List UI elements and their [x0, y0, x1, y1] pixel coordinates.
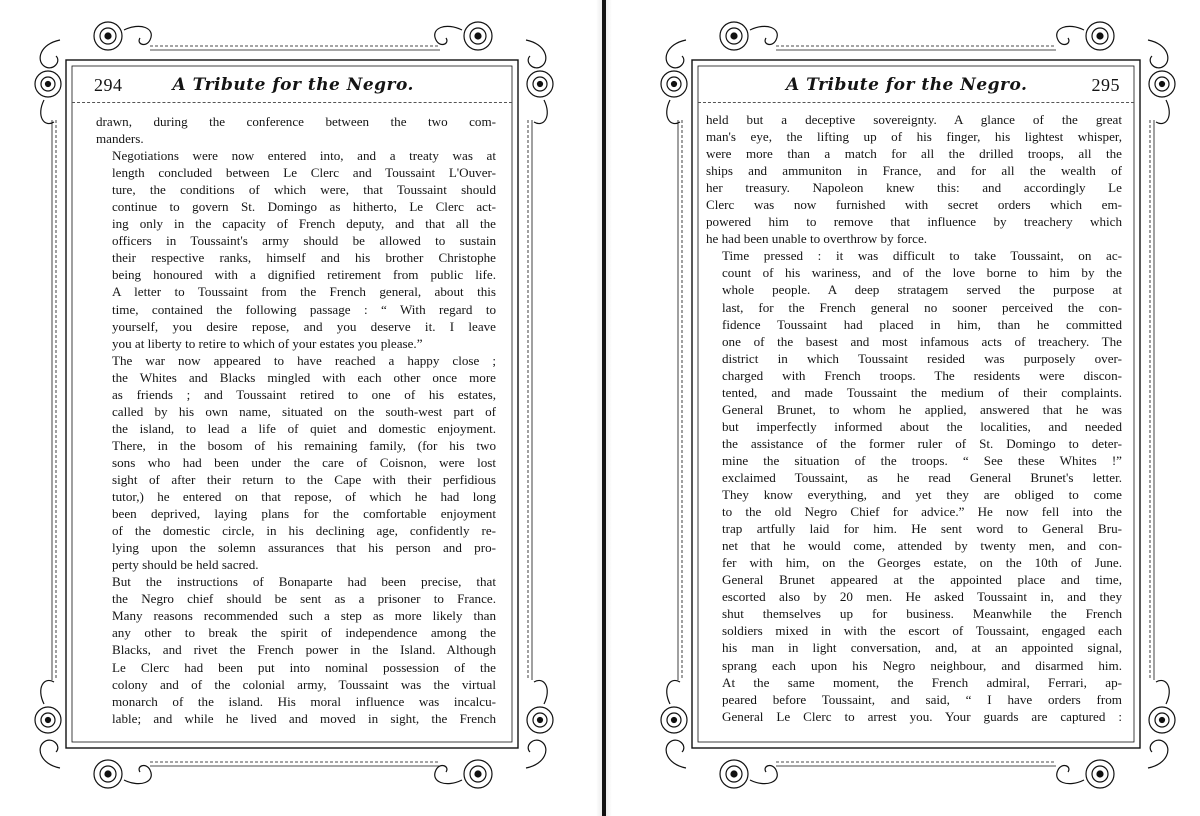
- text-line: the island, to lead a life of quiet and domestic enjoyment.: [112, 420, 496, 436]
- text-line: manders.: [96, 131, 144, 147]
- text-line: lying upon the solemn assurances that his person and pro-: [112, 540, 496, 556]
- text-line: last, for the French general no sooner perceived the con-: [722, 299, 1122, 315]
- text-line: But the instructions of Bonaparte had been precise, that: [112, 574, 496, 590]
- text-line: Blacks, and rivet the French power in the Island. Although: [112, 642, 496, 658]
- paragraph: [706, 111, 1122, 247]
- text-line: exclaimed Toussaint, as he read General Brunet's letter.: [722, 469, 1122, 485]
- text-line: shut themselves up for business. Meanwhile the French: [722, 606, 1122, 622]
- left-page-text: [96, 113, 496, 727]
- page-number: 295: [1091, 74, 1120, 95]
- text-line: perty should be held sacred.: [112, 557, 259, 573]
- right-page-header: [710, 70, 1120, 100]
- paragraph: [96, 113, 496, 147]
- text-line: count of his wariness, and of the love borne to him by the: [722, 265, 1122, 281]
- text-line: escorted also by 20 men. He asked Toussaint in, and they: [722, 589, 1122, 605]
- text-line: tutor,) he entered on that repose, of which he had long: [112, 489, 496, 505]
- text-line: being honoured with a dignified retirement from public life.: [112, 267, 496, 283]
- paragraph: [706, 247, 1122, 724]
- text-line: Time pressed : it was difficult to take Toussaint, on ac-: [722, 248, 1122, 264]
- text-line: colony and of the colonial army, Toussaint was the virtual: [112, 676, 496, 692]
- text-line: net that he would come, attended by twenty men, and con-: [722, 538, 1122, 554]
- text-line: sons who had been under the care of Coisnon, were lost: [112, 454, 496, 470]
- text-line: Negotiations were now entered into, and a treaty was at: [112, 148, 496, 164]
- text-line: continue to govern St. Domingo as hitherto, Le Clerc act-: [112, 199, 496, 215]
- paragraph: [96, 352, 496, 574]
- right-page: [606, 0, 1200, 816]
- text-line: the Whites and Blacks mingled with each other once more: [112, 369, 496, 385]
- paragraph: [96, 147, 496, 352]
- text-line: A letter to Toussaint from the French general, about this: [112, 284, 496, 300]
- text-line: mine the situation of the troops. “ See these Whites !”: [722, 452, 1122, 468]
- text-line: powered him to remove that influence by treachery which: [706, 214, 1122, 230]
- text-line: whole people. A deep stratagem served the purpose at: [722, 282, 1122, 298]
- text-line: ing only in the capacity of French deputy, and that all the: [112, 216, 496, 232]
- text-line: fer with him, on the Georges estate, on the 10th of June.: [722, 555, 1122, 571]
- text-line: At the same moment, the French admiral, Ferrari, ap-: [722, 674, 1122, 690]
- text-line: held but a deceptive sovereignty. A glance of the great: [706, 112, 1122, 127]
- text-line: district in which Toussaint resided was purposely over-: [722, 350, 1122, 366]
- text-line: but imperfectly informed about the localities, and needed: [722, 418, 1122, 434]
- header-rule: [72, 102, 512, 103]
- text-line: time, contained the following passage : “ With regard to: [112, 301, 496, 317]
- text-line: Le Clerc had been put into nominal possession of the: [112, 659, 496, 675]
- text-line: tented, and made Toussaint the medium of their complaints.: [722, 384, 1122, 400]
- text-line: They know everything, and yet they are obliged to come: [722, 487, 1122, 503]
- text-line: drawn, during the conference between the two com-: [96, 114, 496, 129]
- text-line: their respective ranks, himself and his brother Christophe: [112, 250, 496, 266]
- text-line: to the old Negro Chief for advice.” He now fell into the: [722, 504, 1122, 520]
- text-line: as friends ; and Toussaint retired to one of his estates,: [112, 386, 496, 402]
- text-line: were more than a match for all the drilled troops, all the: [706, 146, 1122, 162]
- text-line: The war now appeared to have reached a happy close ;: [112, 352, 496, 368]
- left-page-header: [94, 70, 504, 100]
- text-line: Clerc was now furnished with secret orders which em-: [706, 197, 1122, 213]
- text-line: officers in Toussaint's army should be allowed to sustain: [112, 233, 496, 249]
- text-line: fidence Toussaint had placed in him, than he committed: [722, 316, 1122, 332]
- running-title: A Tribute for the Negro.: [786, 75, 1028, 95]
- text-line: trap artfully laid for him. He sent word to General Bru-: [722, 521, 1122, 537]
- text-line: General Le Clerc to arrest you. Your guards are captured :: [722, 708, 1122, 724]
- text-line: one of the basest and most infamous acts of treachery. The: [722, 333, 1122, 349]
- text-line: the Negro chief should be sent as a prisoner to France.: [112, 591, 496, 607]
- text-line: yourself, you desire repose, and you deserve it. I leave: [112, 318, 496, 334]
- text-line: soldiers mixed in with the escort of Toussaint, engaged each: [722, 623, 1122, 639]
- text-line: General Brunet, to whom he applied, answered that he was: [722, 401, 1122, 417]
- running-title: A Tribute for the Negro.: [172, 75, 414, 95]
- text-line: been deprived, laying plans for the comfortable enjoyment: [112, 506, 496, 522]
- text-line: There, in the bosom of his remaining family, (for his two: [112, 437, 496, 453]
- text-line: he had been unable to overthrow by force.: [706, 231, 928, 247]
- text-line: you at liberty to retire to which of your estates you please.”: [112, 335, 423, 351]
- page-number: 294: [94, 74, 123, 95]
- text-line: man's eye, the lifting up of his finger, his lightest whisper,: [706, 129, 1122, 145]
- text-line: ture, the conditions of which were, that Toussaint should: [112, 182, 496, 198]
- text-line: the assistance of the former ruler of St. Domingo to deter-: [722, 435, 1122, 451]
- right-page-text: [706, 111, 1122, 725]
- text-line: peared before Toussaint, and said, “ I have orders from: [722, 691, 1122, 707]
- text-line: any other to break the spirit of independence among the: [112, 625, 496, 641]
- text-line: monarch of the island. His moral influence was incalcu-: [112, 693, 496, 709]
- text-line: called by his own name, situated on the south-west part of: [112, 403, 496, 419]
- text-line: General Brunet appeared at the appointed place and time,: [722, 572, 1122, 588]
- paragraph: [96, 573, 496, 726]
- header-rule: [698, 102, 1134, 103]
- text-line: her treasury. Napoleon knew this: and accordingly Le: [706, 180, 1122, 196]
- text-line: charged with French troops. The residents were discon-: [722, 367, 1122, 383]
- text-line: ships and ammuniton in France, and for all the wealth of: [706, 163, 1122, 179]
- text-line: of the domestic circle, in his declining age, confidently re-: [112, 523, 496, 539]
- text-line: lable; and while he lived and moved in sight, the French: [112, 710, 496, 726]
- text-line: length concluded between Le Clerc and Toussaint L'Ouver-: [112, 165, 496, 181]
- text-line: his man in light conversation, and, at an appointed signal,: [722, 640, 1122, 656]
- text-line: sight of after their return to the Cape with their perfidious: [112, 471, 496, 487]
- text-line: Many reasons recommended such a step as more likely than: [112, 608, 496, 624]
- text-line: sprang each upon his Negro neighbour, and disarmed him.: [722, 657, 1122, 673]
